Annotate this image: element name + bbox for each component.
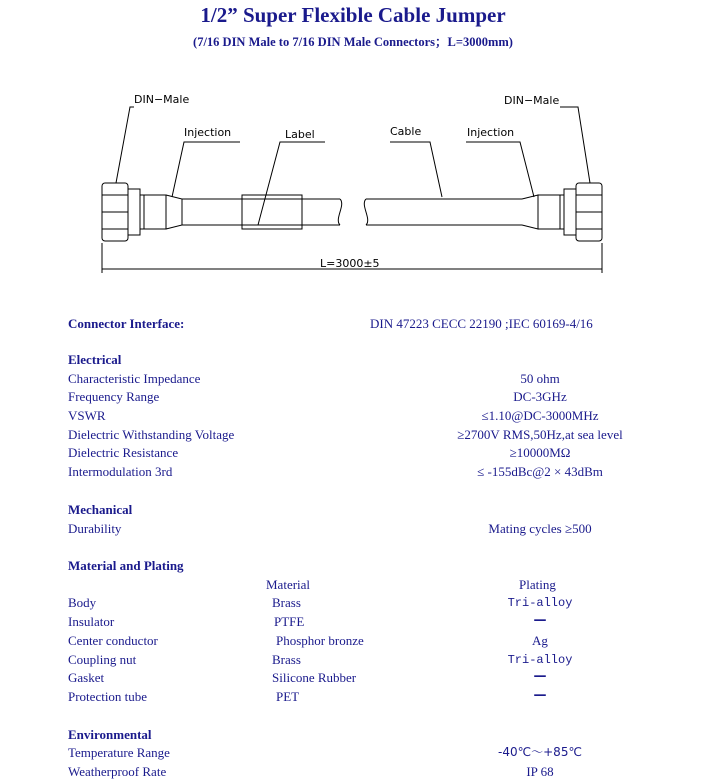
weatherproof-value: IP 68 [526,764,554,779]
connector-interface-value: DIN 47223 CECC 22190 ;IEC 60169-4/16 [370,316,593,331]
part-protection-tube: Protection tube [68,689,148,704]
dimension-label: L=3000±5 [320,257,380,270]
material-insulator: PTFE [274,614,305,629]
material-coupling-nut: Brass [272,652,301,667]
dielectric-resistance-value: ≥10000MΩ [509,445,571,460]
leader-lines [116,107,590,225]
plating-body: Tri-alloy [507,596,573,610]
impedance-label: Characteristic Impedance [68,371,201,386]
impedance-value: 50 ohm [520,371,560,386]
dwv-value: ≥2700V RMS,50Hz,at sea level [457,427,623,442]
material-protection-tube: PET [276,689,300,704]
material-heading: Material and Plating [68,558,184,573]
left-connector [102,183,182,241]
plating-gasket: — [533,669,547,684]
plating-protection-tube: — [533,688,547,703]
page-subtitle: (7/16 DIN Male to 7/16 DIN Male Connectors；L=3000mm) [193,35,513,49]
connector-interface-heading: Connector Interface: [68,316,185,331]
environmental-heading: Environmental [68,727,152,742]
plating-coupling-nut: Tri-alloy [507,653,573,667]
cable-body [182,195,522,229]
vswr-value: ≤1.10@DC-3000MHz [481,408,599,423]
frequency-value: DC-3GHz [513,389,567,404]
label-label: Label [285,128,315,141]
plating-column-header: Plating [519,577,556,592]
plating-center-conductor: Ag [532,633,548,648]
cable-drawing [90,85,620,285]
plating-insulator: — [533,613,547,628]
dielectric-resistance-label: Dielectric Resistance [68,445,179,460]
material-body: Brass [272,595,301,610]
page-title: 1/2” Super Flexible Cable Jumper [200,3,506,27]
intermodulation-value: ≤ -155dBc@2 × 43dBm [477,464,603,479]
label-injection-right: Injection [467,126,515,139]
intermodulation-label: Intermodulation 3rd [68,464,173,479]
weatherproof-label: Weatherproof Rate [68,764,167,779]
part-coupling-nut: Coupling nut [68,652,137,667]
material-gasket: Silicone Rubber [272,670,357,685]
durability-label: Durability [68,521,122,536]
label-din-male-left: DIN−Male [134,93,190,106]
part-center-conductor: Center conductor [68,633,158,648]
dwv-label: Dielectric Withstanding Voltage [68,427,235,442]
temperature-label: Temperature Range [68,745,170,760]
mechanical-heading: Mechanical [68,502,133,517]
frequency-label: Frequency Range [68,389,160,404]
temperature-value: -40℃～+85℃ [498,745,582,759]
right-connector [522,183,602,241]
material-column-header: Material [266,577,311,592]
label-cable: Cable [390,125,422,138]
vswr-label: VSWR [68,408,106,423]
material-center-conductor: Phosphor bronze [276,633,364,648]
durability-value: Mating cycles ≥500 [488,521,592,536]
label-din-male-right: DIN−Male [504,94,560,107]
part-gasket: Gasket [68,670,105,685]
part-insulator: Insulator [68,614,115,629]
label-injection-left: Injection [184,126,232,139]
electrical-heading: Electrical [68,352,122,367]
part-body: Body [68,595,97,610]
